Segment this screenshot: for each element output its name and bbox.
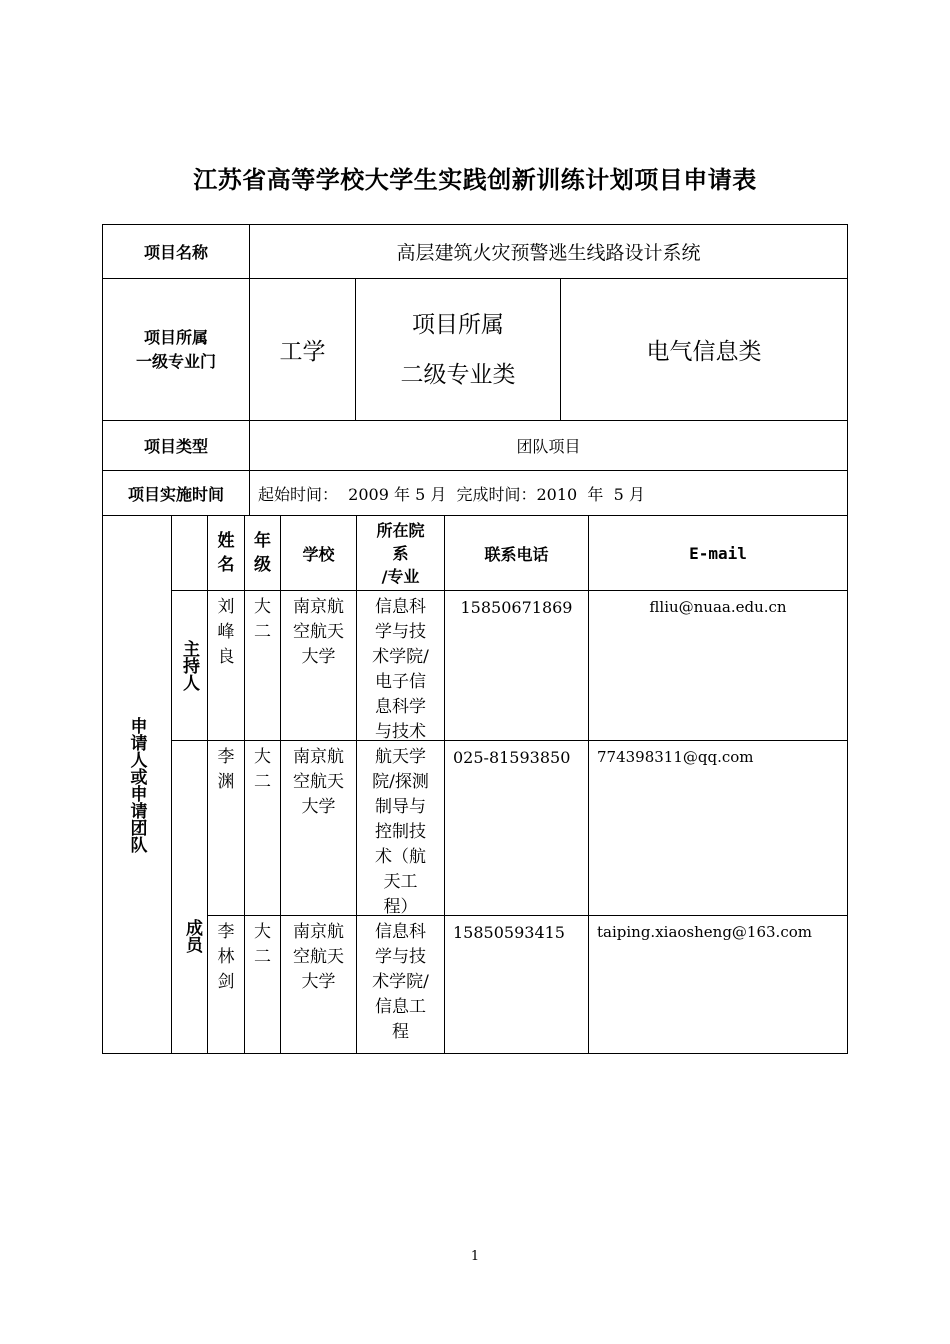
applicant-team-label	[102, 515, 172, 1054]
form-title: 江苏省高等学校大学生实践创新训练计划项目申请表	[193, 166, 757, 194]
person-grade: 大 二	[244, 740, 281, 916]
category1-label: 项目所属 一级专业门	[102, 278, 250, 421]
role-header-blank	[171, 515, 208, 591]
header-school: 学校	[280, 515, 357, 591]
person-school: 南京航 空航天 大学	[280, 590, 357, 741]
host-label	[171, 590, 208, 741]
person-email: taiping.xiaosheng@163.com	[588, 915, 848, 1054]
person-phone: 025-81593850	[444, 740, 589, 916]
category2-label: 项目所属 二级专业类	[355, 278, 561, 421]
header-grade: 年 级	[244, 515, 281, 591]
person-dept: 信息科 学与技 术学院/ 电子信 息科学 与技术	[356, 590, 445, 741]
person-grade: 大 二	[244, 915, 281, 1054]
time-value: 起始时间： 2009 年 5 月 完成时间：2010 年 5 月	[249, 470, 848, 516]
category1-value: 工学	[249, 278, 356, 421]
project-name-label: 项目名称	[102, 224, 250, 279]
applicant-team-text: 申请人或申请团队	[126, 716, 147, 853]
category2-value: 电气信息类	[560, 278, 848, 421]
person-name: 李 林 剑	[207, 915, 245, 1054]
host-label-text: 主持人	[179, 640, 199, 691]
member-label	[171, 740, 208, 1054]
person-email: flliu@nuaa.edu.cn	[588, 590, 848, 741]
person-phone: 15850593415	[444, 915, 589, 1054]
person-school: 南京航 空航天 大学	[280, 915, 357, 1054]
time-label: 项目实施时间	[102, 470, 250, 516]
person-grade: 大 二	[244, 590, 281, 741]
person-name: 李 渊	[207, 740, 245, 916]
header-email: E-mail	[588, 515, 848, 591]
member-label-text: 成员	[182, 919, 202, 953]
person-name: 刘 峰 良	[207, 590, 245, 741]
page-number: 1	[470, 1249, 480, 1264]
person-email: 774398311@qq.com	[588, 740, 848, 916]
person-school: 南京航 空航天 大学	[280, 740, 357, 916]
person-dept: 信息科 学与技 术学院/ 信息工 程	[356, 915, 445, 1054]
header-dept: 所在院 系 /专业	[356, 515, 445, 591]
person-phone: 15850671869	[444, 590, 589, 741]
type-label: 项目类型	[102, 420, 250, 471]
type-value: 团队项目	[249, 420, 848, 471]
header-name: 姓 名	[207, 515, 245, 591]
project-name-value: 高层建筑火灾预警逃生线路设计系统	[249, 224, 848, 279]
person-dept: 航天学 院/探测 制导与 控制技 术（航 天工 程）	[356, 740, 445, 916]
header-phone: 联系电话	[444, 515, 589, 591]
